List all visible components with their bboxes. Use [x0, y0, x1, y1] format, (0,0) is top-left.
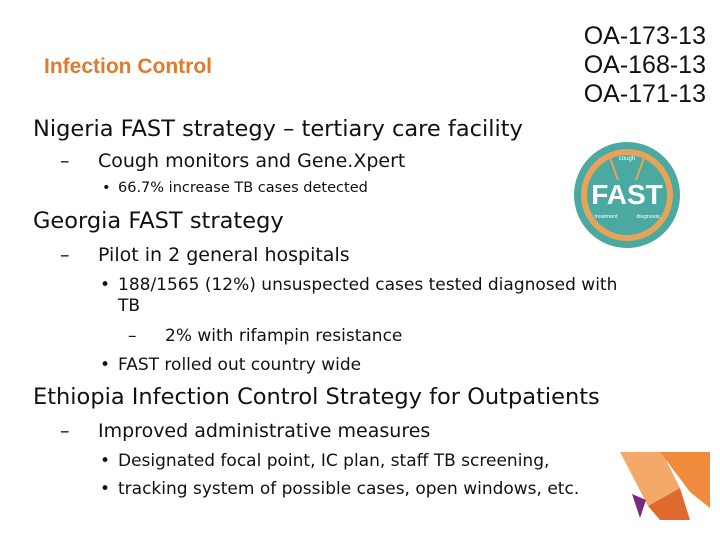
dash-marker: –	[60, 150, 70, 172]
dash-marker: –	[128, 326, 137, 346]
georgia-bullet-2: FAST rolled out country wide	[118, 355, 362, 375]
fast-logo	[572, 140, 682, 250]
georgia-subsub: 2% with rifampin resistance	[165, 326, 403, 346]
logo-top-word: cough	[618, 156, 636, 162]
ethiopia-sub: Improved administrative measures	[98, 420, 431, 442]
logo-text: FAST	[591, 179, 663, 210]
nigeria-sub: Cough monitors and Gene.Xpert	[98, 150, 406, 172]
georgia-sub: Pilot in 2 general hospitals	[98, 244, 350, 266]
bullet-marker: •	[102, 180, 111, 196]
corner-graphic	[620, 448, 710, 520]
georgia-bullet-1-line-1: 188/1565 (12%) unsuspected cases tested diagnosed with	[118, 275, 618, 295]
bullet-marker: •	[100, 451, 111, 471]
nigeria-bullet: 66.7% increase TB cases detected	[118, 180, 368, 196]
bullet-marker: •	[100, 479, 111, 499]
nigeria-heading: Nigeria FAST strategy – tertiary care facility	[33, 116, 523, 142]
logo-left-word: treatment	[594, 214, 618, 220]
logo-right-word: diagnosis	[636, 214, 660, 220]
dash-marker: –	[60, 420, 70, 442]
abstract-code: OA-173-13	[583, 22, 706, 50]
abstract-code: OA-171-13	[583, 80, 706, 108]
abstract-codes	[584, 22, 706, 109]
ethiopia-bullet-2: tracking system of possible cases, open windows, etc.	[118, 479, 580, 499]
bullet-marker: •	[100, 275, 111, 295]
georgia-bullet-1-line-2: TB	[118, 296, 141, 316]
ethiopia-bullet-1: Designated focal point, IC plan, staff TB screening,	[118, 451, 550, 471]
dash-marker: –	[60, 244, 70, 266]
section-title: Infection Control	[44, 55, 212, 78]
georgia-heading: Georgia FAST strategy	[33, 208, 284, 234]
bullet-marker: •	[100, 355, 111, 375]
ethiopia-heading: Ethiopia Infection Control Strategy for Outpatients	[33, 384, 600, 410]
abstract-code: OA-168-13	[583, 51, 706, 79]
